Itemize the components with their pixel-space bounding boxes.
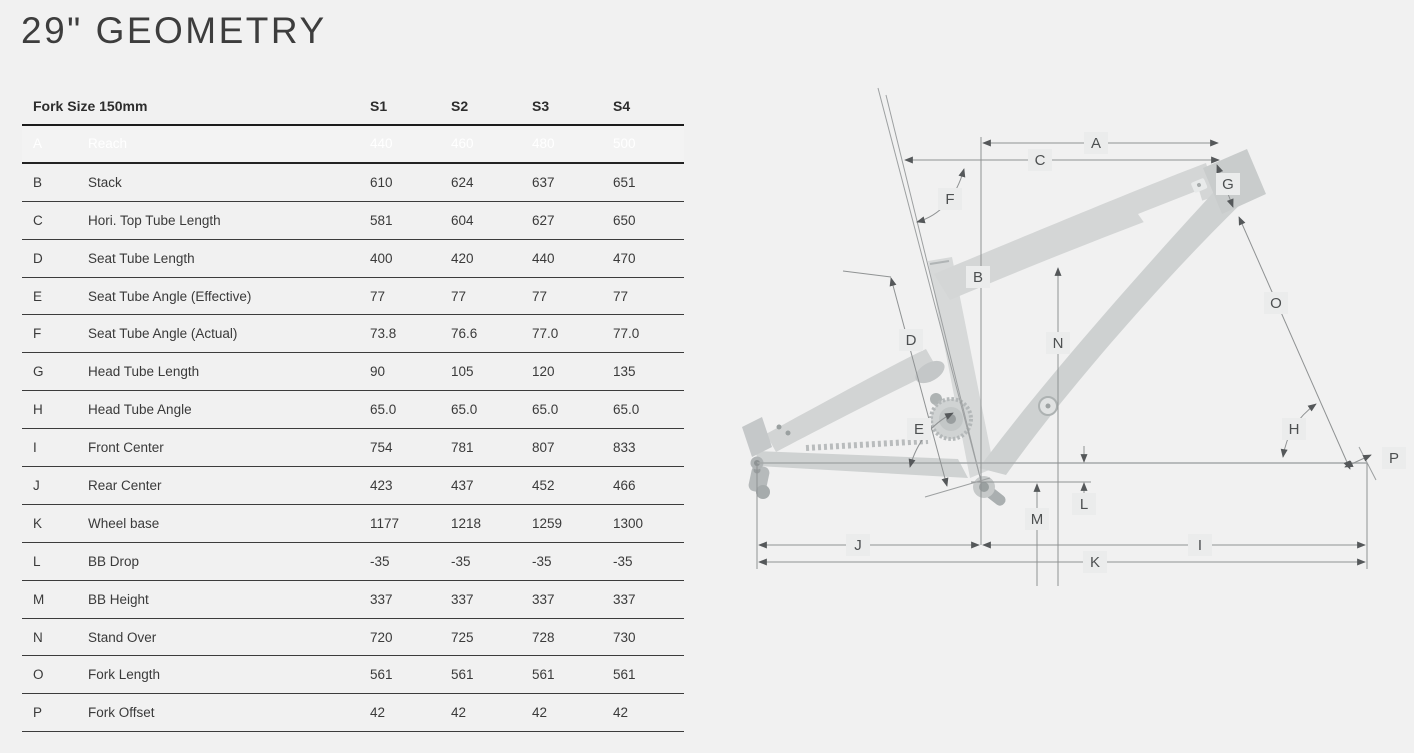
row-value-s4: 65.0 — [613, 402, 640, 418]
row-key: P — [33, 705, 43, 721]
row-label: Stack — [88, 174, 122, 190]
row-value-s2: -35 — [451, 553, 471, 569]
svg-text:D: D — [905, 332, 917, 349]
row-value-s4: 651 — [613, 174, 636, 190]
col-header-s1: S1 — [370, 98, 388, 114]
dimension-label-c — [1028, 149, 1052, 171]
geometry-row-b[interactable] — [22, 164, 684, 202]
row-value-s4: 650 — [613, 212, 636, 228]
geometry-row-p[interactable] — [22, 694, 684, 732]
row-value-s4: 500 — [613, 136, 636, 152]
col-header-s4: S4 — [613, 98, 631, 114]
geometry-row-f[interactable] — [22, 315, 684, 353]
geometry-table — [22, 88, 684, 732]
row-value-s4: 730 — [613, 629, 636, 645]
row-key: H — [33, 402, 43, 418]
row-label: Head Tube Angle — [88, 402, 192, 418]
row-value-s1: 610 — [370, 174, 393, 190]
row-value-s2: 65.0 — [451, 402, 478, 418]
row-value-s1: 423 — [370, 477, 393, 493]
row-key: N — [33, 629, 43, 645]
geometry-row-l[interactable] — [22, 543, 684, 581]
row-label: Rear Center — [88, 477, 162, 493]
row-value-s2: 420 — [451, 250, 474, 266]
dimension-label-d — [899, 329, 923, 351]
svg-text:I: I — [1197, 537, 1203, 554]
row-value-s2: 105 — [451, 364, 474, 380]
row-key: K — [33, 515, 43, 531]
svg-text:L: L — [1079, 496, 1089, 513]
svg-text:A: A — [1090, 135, 1102, 152]
row-value-s1: 42 — [370, 705, 386, 721]
row-value-s2: 725 — [451, 629, 474, 645]
row-value-s2: 604 — [451, 212, 474, 228]
row-value-s2: 624 — [451, 174, 474, 190]
row-label: Seat Tube Length — [88, 250, 195, 266]
dimension-label-h — [1282, 418, 1306, 440]
dimension-label-j — [846, 534, 870, 556]
row-label: Head Tube Length — [88, 364, 200, 380]
bike-frame-illustration — [742, 149, 1266, 508]
row-value-s2: 1218 — [451, 515, 482, 531]
row-value-s1: 440 — [370, 136, 393, 152]
row-key: B — [33, 174, 43, 190]
geometry-row-g[interactable] — [22, 353, 684, 391]
svg-text:N: N — [1052, 335, 1064, 352]
row-value-s3: 561 — [532, 667, 555, 683]
row-value-s3: 337 — [532, 591, 555, 607]
row-value-s4: 466 — [613, 477, 636, 493]
row-value-s1: 73.8 — [370, 326, 397, 342]
row-value-s4: 337 — [613, 591, 636, 607]
row-key: I — [33, 440, 37, 456]
svg-text:E: E — [913, 421, 925, 438]
geometry-row-o[interactable] — [22, 656, 684, 694]
row-value-s2: 781 — [451, 440, 474, 456]
row-key: D — [33, 250, 43, 266]
row-label: Front Center — [88, 440, 164, 456]
row-value-s1: 720 — [370, 629, 393, 645]
row-label: Hori. Top Tube Length — [88, 212, 221, 228]
dimension-label-o — [1264, 292, 1288, 314]
dimension-label-m — [1025, 508, 1049, 530]
geometry-table-header — [22, 88, 684, 126]
dimension-label-p — [1382, 447, 1406, 469]
col-header-s2: S2 — [451, 98, 469, 114]
dimension-label-a — [1084, 132, 1108, 154]
row-label: Stand Over — [88, 629, 157, 645]
geometry-row-n[interactable] — [22, 619, 684, 657]
row-value-s1: 561 — [370, 667, 393, 683]
row-value-s3: 77.0 — [532, 326, 559, 342]
row-value-s1: 77 — [370, 288, 386, 304]
geometry-row-k[interactable] — [22, 505, 684, 543]
row-key: M — [33, 591, 45, 607]
row-value-s3: 1259 — [532, 515, 563, 531]
row-value-s4: 1300 — [613, 515, 644, 531]
dimension-label-g — [1216, 173, 1240, 195]
row-value-s4: 77.0 — [613, 326, 640, 342]
row-value-s4: 77 — [613, 288, 629, 304]
page-title: 29" GEOMETRY — [21, 10, 327, 51]
row-key: L — [33, 553, 41, 569]
row-value-s3: -35 — [532, 553, 552, 569]
row-key: C — [33, 212, 43, 228]
row-label: BB Drop — [88, 553, 140, 569]
row-value-s4: -35 — [613, 553, 633, 569]
row-value-s1: 754 — [370, 440, 393, 456]
row-value-s4: 833 — [613, 440, 636, 456]
svg-text:P: P — [1388, 450, 1400, 467]
svg-text:M: M — [1030, 511, 1044, 528]
geometry-row-c[interactable] — [22, 202, 684, 240]
row-value-s2: 77 — [451, 288, 467, 304]
dimension-label-b — [966, 266, 990, 288]
row-value-s3: 807 — [532, 440, 555, 456]
svg-text:G: G — [1222, 176, 1234, 193]
row-value-s3: 480 — [532, 136, 555, 152]
row-value-s2: 42 — [451, 705, 467, 721]
dimension-label-i — [1188, 534, 1212, 556]
row-value-s3: 452 — [532, 477, 555, 493]
row-key: O — [33, 667, 44, 683]
row-value-s3: 42 — [532, 705, 548, 721]
row-label: Fork Length — [88, 667, 161, 683]
row-label: Fork Offset — [88, 705, 155, 721]
row-value-s2: 460 — [451, 136, 474, 152]
geometry-row-d[interactable] — [22, 240, 684, 278]
row-key: G — [33, 364, 44, 380]
row-value-s4: 135 — [613, 364, 636, 380]
row-label: Seat Tube Angle (Actual) — [88, 326, 238, 342]
row-value-s1: 1177 — [370, 515, 400, 531]
row-value-s4: 561 — [613, 667, 636, 683]
row-value-s1: 400 — [370, 250, 393, 266]
row-value-s3: 728 — [532, 629, 555, 645]
row-value-s4: 470 — [613, 250, 636, 266]
geometry-row-j[interactable] — [22, 467, 684, 505]
col-header-s3: S3 — [532, 98, 550, 114]
dimension-label-k — [1083, 551, 1107, 573]
svg-text:F: F — [945, 191, 955, 208]
row-value-s1: 337 — [370, 591, 393, 607]
row-label: Reach — [88, 136, 128, 152]
row-key: A — [33, 136, 43, 152]
row-key: E — [33, 288, 43, 304]
row-value-s3: 77 — [532, 288, 548, 304]
fork-size-header: Fork Size 150mm — [33, 98, 148, 114]
row-value-s1: 65.0 — [370, 402, 397, 418]
row-value-s1: 90 — [370, 364, 386, 380]
row-value-s1: -35 — [370, 553, 390, 569]
geometry-row-m[interactable] — [22, 581, 684, 619]
geometry-row-h[interactable] — [22, 391, 684, 429]
row-label: Seat Tube Angle (Effective) — [88, 288, 252, 304]
row-label: BB Height — [88, 591, 149, 607]
geometry-row-e[interactable] — [22, 278, 684, 316]
row-value-s2: 437 — [451, 477, 474, 493]
row-value-s2: 561 — [451, 667, 474, 683]
svg-text:J: J — [854, 537, 862, 554]
row-value-s3: 120 — [532, 364, 555, 380]
dimension-label-n — [1046, 332, 1070, 354]
row-value-s2: 337 — [451, 591, 474, 607]
bike-geometry-diagram — [700, 55, 1414, 615]
row-value-s3: 637 — [532, 174, 555, 190]
dimension-label-e — [907, 418, 931, 440]
dimension-label-l — [1072, 493, 1096, 515]
row-value-s3: 627 — [532, 212, 555, 228]
row-value-s1: 581 — [370, 212, 393, 228]
row-value-s3: 65.0 — [532, 402, 559, 418]
geometry-table-body — [22, 126, 684, 732]
svg-text:O: O — [1270, 295, 1282, 312]
svg-text:C: C — [1034, 152, 1046, 169]
svg-text:K: K — [1089, 554, 1101, 571]
row-value-s2: 76.6 — [451, 326, 478, 342]
row-key: F — [33, 326, 42, 342]
svg-text:H: H — [1288, 421, 1300, 438]
row-label: Wheel base — [88, 515, 160, 531]
row-key: J — [33, 477, 40, 493]
dimension-label-f — [938, 188, 962, 210]
geometry-row-a[interactable] — [22, 126, 684, 164]
row-value-s3: 440 — [532, 250, 555, 266]
svg-text:B: B — [972, 269, 984, 286]
row-value-s4: 42 — [613, 705, 629, 721]
geometry-row-i[interactable] — [22, 429, 684, 467]
